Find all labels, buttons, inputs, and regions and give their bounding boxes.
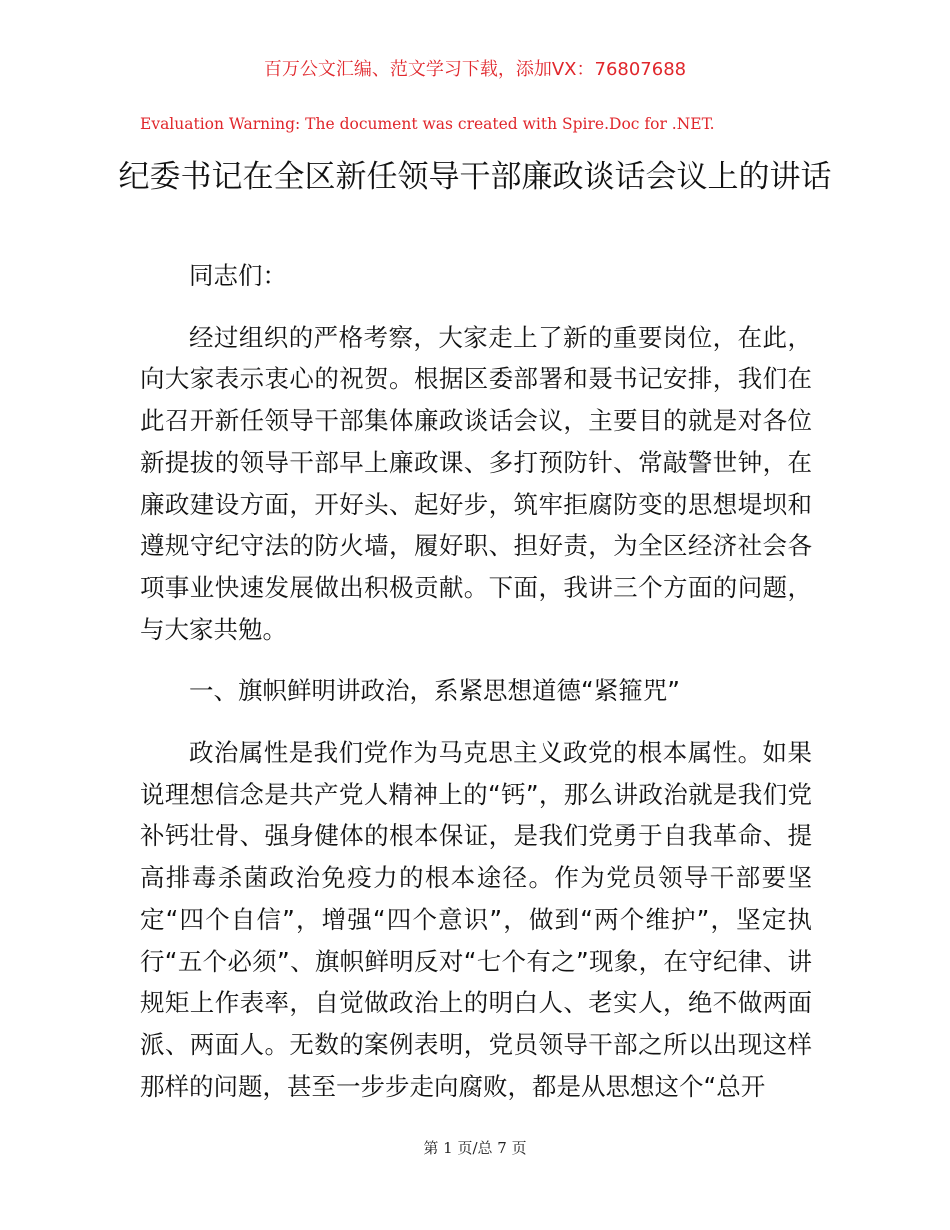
promo-header: 百万公文汇编、范文学习下载，添加VX：76807688 [263,59,687,80]
section-heading-1: 一、旗帜鲜明讲政治，系紧思想道德“紧箍咒” [189,676,680,706]
document-body [140,255,812,1127]
page-footer: 第 1 页/总 7 页 [423,1139,527,1157]
document-title: 纪委书记在全区新任领导干部廉政谈话会议上的讲话 [118,159,832,195]
greeting: 同志们： [189,261,287,290]
evaluation-warning: Evaluation Warning: The document was created with Spire.Doc for .NET. [140,115,715,133]
paragraph-politics: 政治属性是我们党作为马克思主义政党的根本属性。如果说理想信念是共产党人精神上的“钙”，那么讲政治就是我们党补钙壮骨、强身健体的根本保证，是我们党勇于自我革命、提高排毒杀菌政治免疫力的根本途径。作为党员领导干部要坚定“四个自信”，增强“四个意识”，做到“两个维护”，坚定执行“五个必须”、旗帜鲜明反对“七个有之”现象，在守纪律、讲规矩上作表率，自觉做政治上的明白人、老实人，绝不做两面派、两面人。无数的案例表明，党员领导干部之所以出现这样那样的问题，甚至一步步走向腐败，都是从思想这个“总开 [140,738,812,1101]
paragraph-intro: 经过组织的严格考察，大家走上了新的重要岗位，在此，向大家表示衷心的祝贺。根据区委部署和聂书记安排，我们在此召开新任领导干部集体廉政谈话会议，主要目的就是对各位新提拔的领导干部早上廉政课、多打预防针、常敲警世钟，在廉政建设方面，开好头、起好步，筑牢拒腐防变的思想堤坝和遵规守纪守法的防火墙，履好职、担好责，为全区经济社会各项事业快速发展做出积极贡献。下面，我讲三个方面的问题，与大家共勉。 [140,322,812,644]
